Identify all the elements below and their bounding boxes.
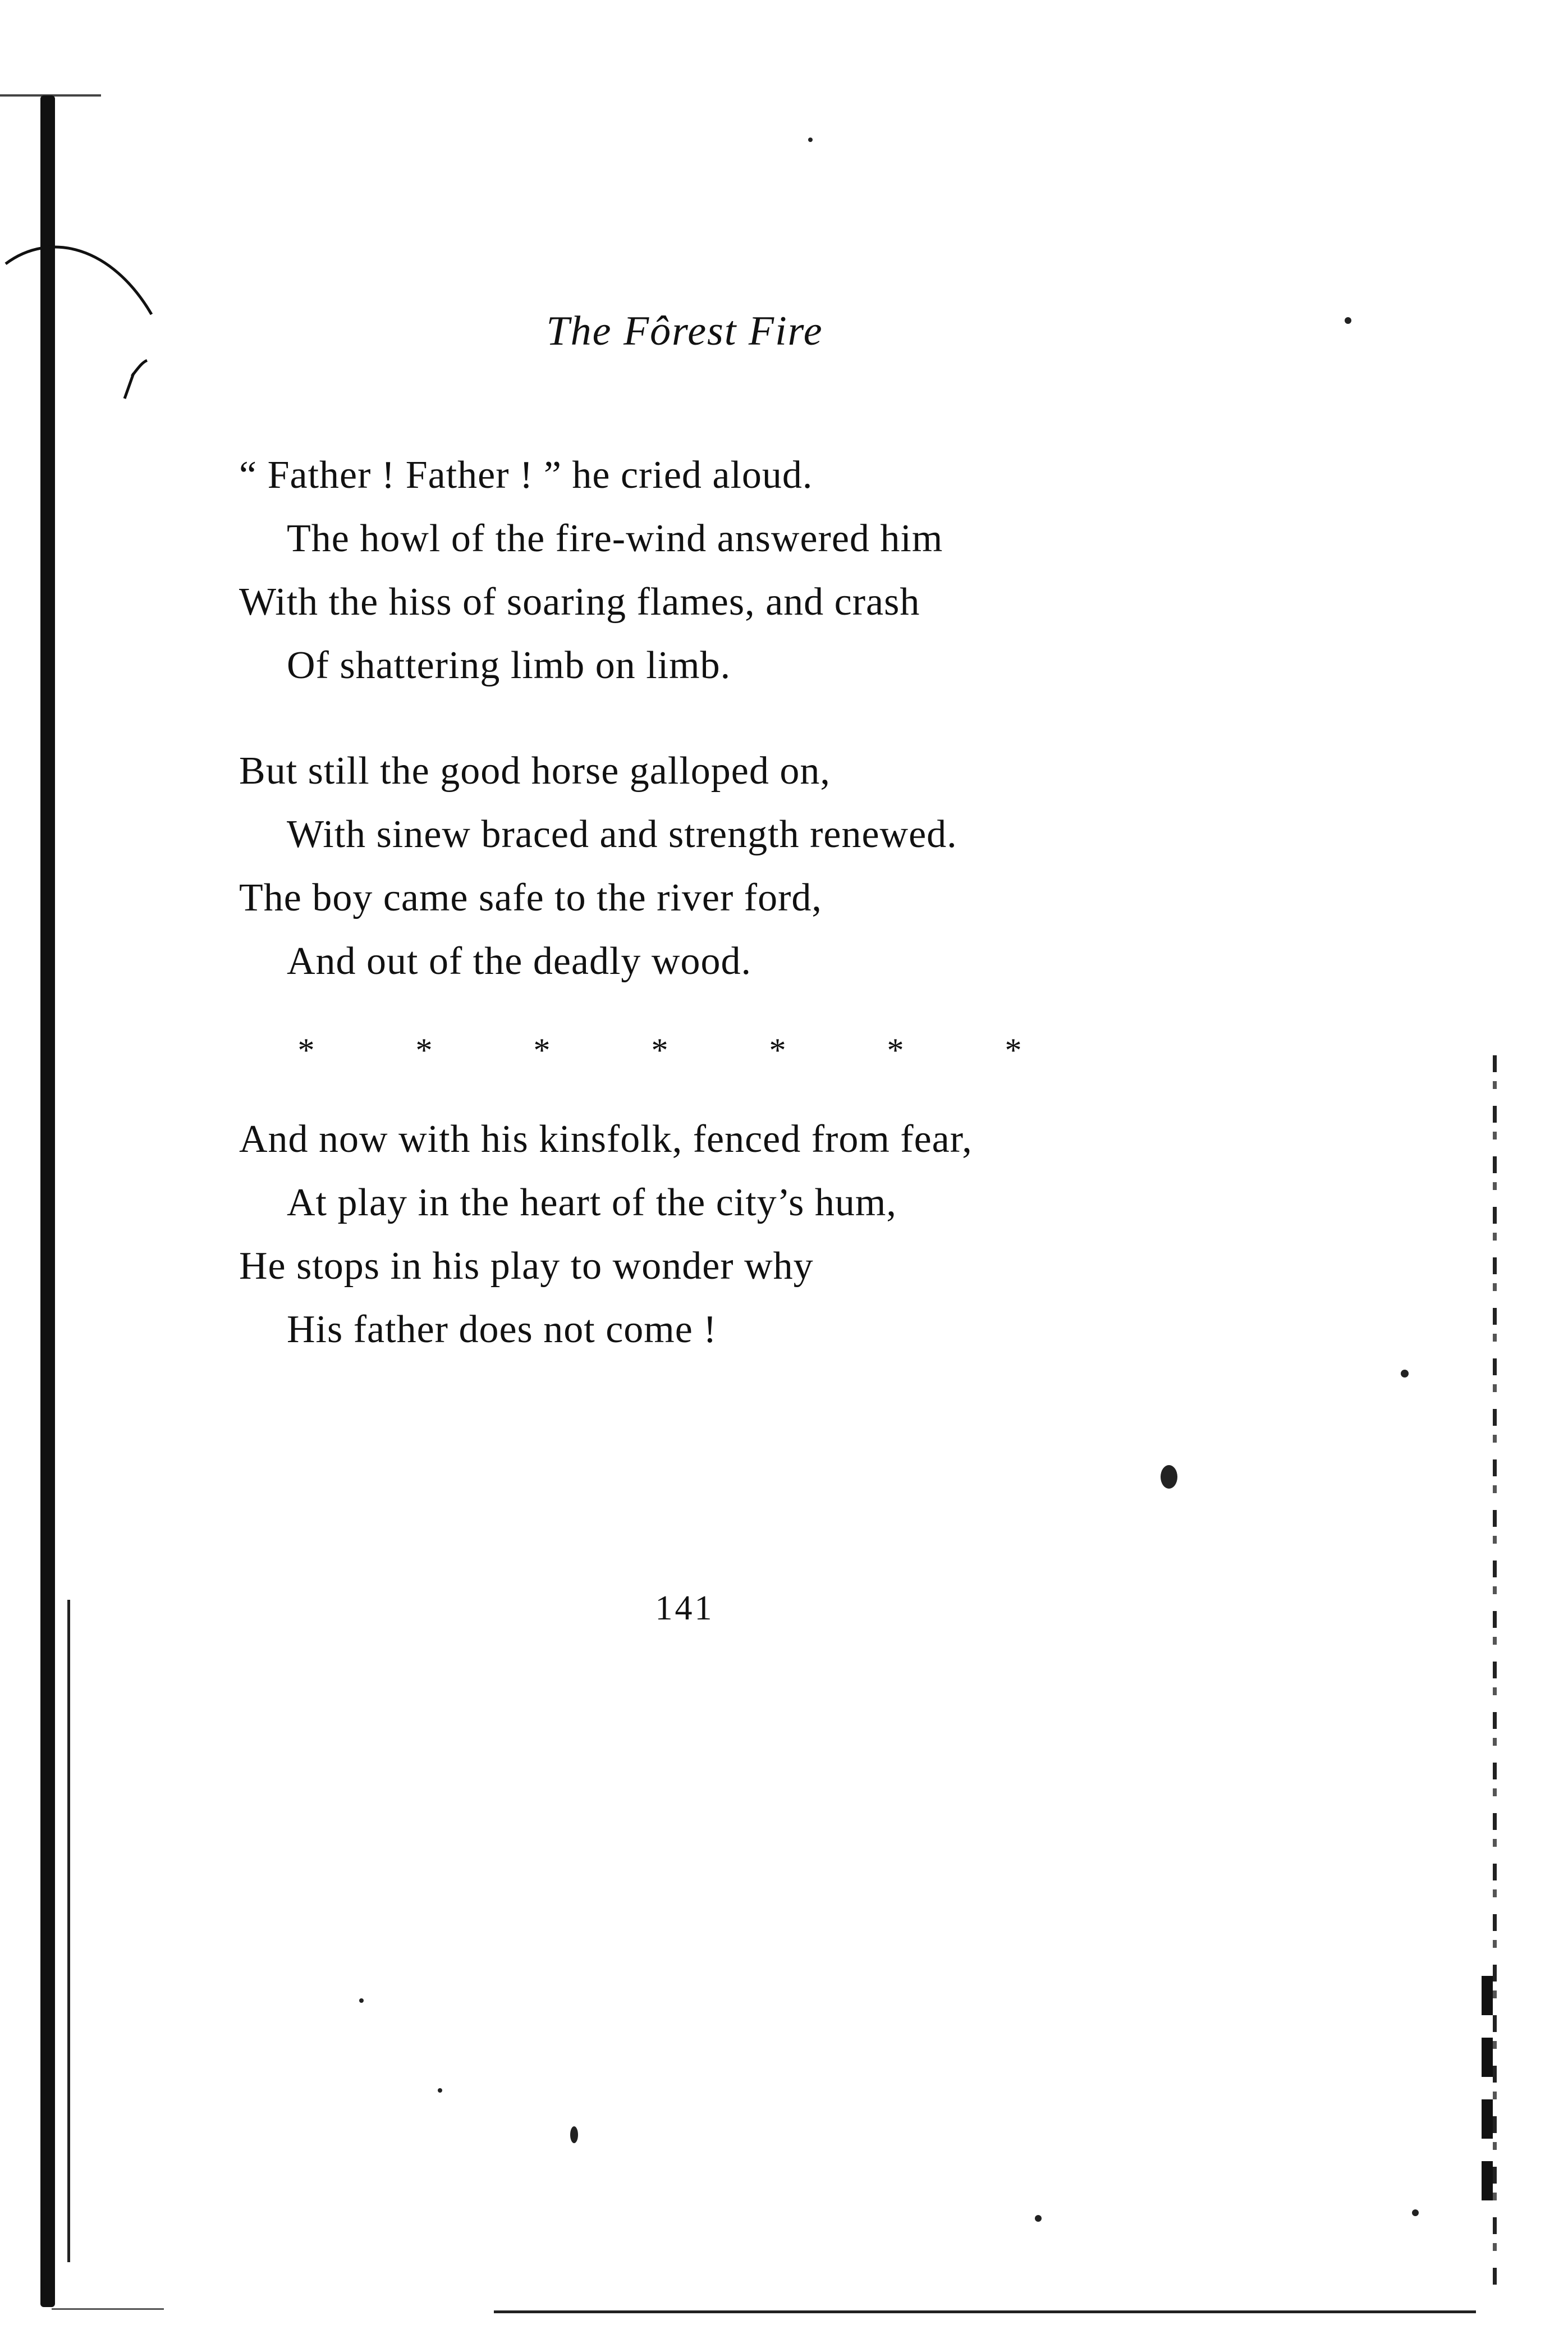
separator-asterisk: * — [769, 1032, 787, 1069]
separator-asterisk: * — [1005, 1032, 1023, 1069]
separator-asterisk: * — [297, 1032, 315, 1069]
running-head: The Fôrest Fire — [546, 308, 823, 354]
scan-left-edge — [40, 95, 55, 2307]
ink-speck — [359, 1998, 364, 2003]
page-number: 141 — [655, 1589, 714, 1627]
poem-line: With the hiss of soaring flames, and crash — [239, 580, 920, 624]
separator-asterisk: * — [533, 1032, 551, 1069]
scan-right-edge-dark — [1482, 1976, 1493, 2212]
separator-asterisk: * — [415, 1032, 433, 1069]
poem-line: But still the good horse galloped on, — [239, 749, 831, 793]
poem-line: The howl of the fire-wind answered him — [287, 517, 943, 560]
ink-speck — [808, 138, 813, 142]
poem-line: With sinew braced and strength renewed. — [287, 813, 957, 856]
poem-line: At play in the heart of the city’s hum, — [287, 1181, 897, 1224]
ink-speck — [1161, 1465, 1177, 1489]
scan-bottom-left-mark — [52, 2308, 164, 2310]
ink-speck — [570, 2126, 578, 2143]
separator-asterisk: * — [887, 1032, 905, 1069]
poem-line: He stops in his play to wonder why — [239, 1244, 814, 1288]
ink-speck — [1412, 2209, 1419, 2216]
stanza-2 — [239, 739, 1193, 993]
ink-speck — [1401, 1370, 1409, 1378]
poem-line: The boy came safe to the river ford, — [239, 876, 822, 919]
scan-right-edge — [1493, 1055, 1497, 2290]
separator-asterisk: * — [651, 1032, 669, 1069]
ink-speck — [438, 2088, 442, 2093]
poem-line: Of shattering limb on limb. — [287, 644, 731, 687]
poem — [239, 443, 1193, 1361]
poem-line: And out of the deadly wood. — [287, 940, 751, 983]
scan-left-edge-thin — [67, 1600, 70, 2262]
poem-line: And now with his kinsfolk, fenced from fear, — [239, 1118, 973, 1161]
scan-bottom-edge — [494, 2310, 1476, 2313]
poem-line: His father does not come ! — [287, 1308, 717, 1351]
section-separator — [239, 1028, 1025, 1073]
stanza-1 — [239, 443, 1193, 697]
stanza-3 — [239, 1108, 1193, 1361]
poem-line: “ Father ! Father ! ” he cried aloud. — [239, 454, 813, 497]
ink-speck — [1035, 2215, 1042, 2222]
